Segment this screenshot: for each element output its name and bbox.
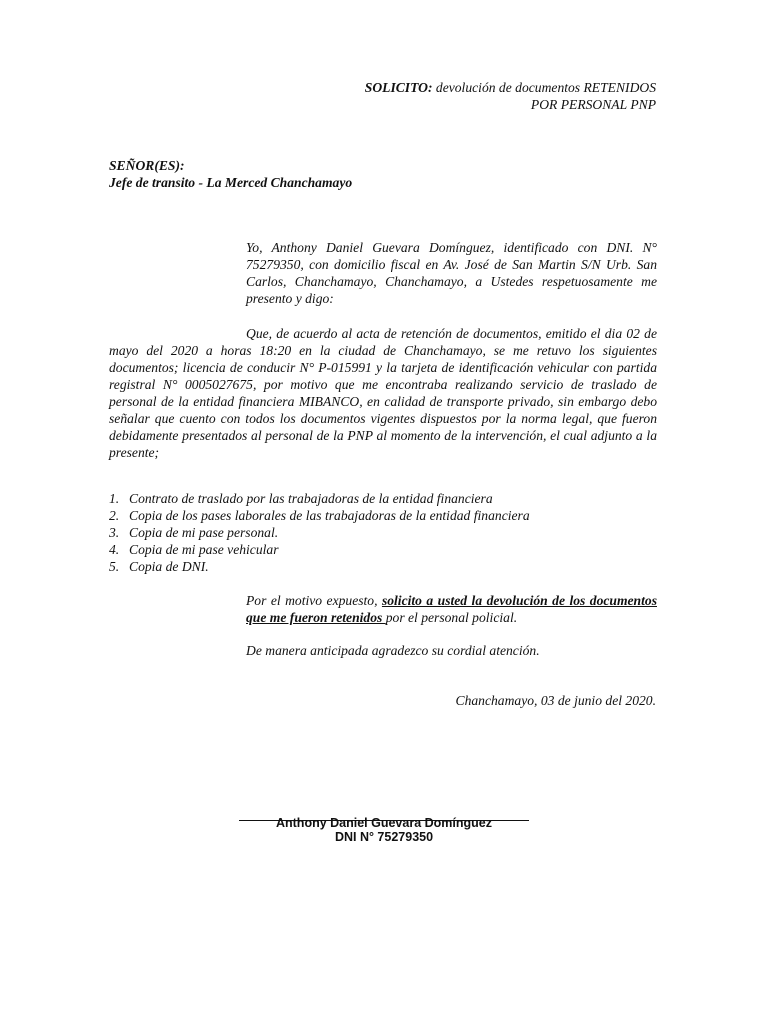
list-item-number: 3. <box>109 525 120 540</box>
list-item <box>109 524 657 541</box>
list-item-text: Copia de mi pase personal. <box>129 525 279 540</box>
recipient-name: Jefe de transito - La Merced Chanchamayo <box>109 175 353 190</box>
request-closing: por el personal policial. <box>385 610 518 625</box>
place-date: Chanchamayo, 03 de junio del 2020. <box>455 693 656 708</box>
request-emphasis: solicito a usted la devolución de los documentos que me fueron retenidos <box>246 593 657 625</box>
list-item <box>109 507 657 524</box>
request-intro: Por el motivo expuesto, <box>246 593 382 608</box>
salutation: SEÑOR(ES): <box>109 158 185 173</box>
signature-line <box>239 820 529 821</box>
thanks-paragraph: De manera anticipada agradezco su cordial atención. <box>246 643 540 658</box>
list-item-number: 4. <box>109 542 120 557</box>
signature-block <box>234 813 534 844</box>
list-item-text: Copia de mi pase vehicular <box>129 542 279 557</box>
documents-list <box>109 490 657 575</box>
list-item-text: Contrato de traslado por las trabajadoras de la entidad financiera <box>129 491 493 506</box>
list-item <box>109 541 657 558</box>
list-item-number: 2. <box>109 508 120 523</box>
request-paragraph <box>246 592 657 626</box>
subject-line-2: POR PERSONAL PNP <box>530 97 656 112</box>
body-paragraph: Que, de acuerdo al acta de retención de documentos, emitido el dia 02 de mayo del 2020 a horas 18:20 en la ciudad de Chanchamayo, se me retuvo los siguientes documentos; licencia de conducir N° P-015991 y la tarjeta de identificación vehicular con partida registral N° 0005027675, por motivo que me encontraba realizando servicio de traslado de personal de la entidad financiera MIBANCO, en calidad de transporte privado, sin embargo debo señalar que cuento con todos los documentos vigentes dispuestos por la norma legal, que fueron debidamente presentados al personal de la PNP al momento de la intervención, el cual adjunto a la presente; <box>109 326 657 460</box>
subject-label: SOLICITO: <box>364 80 433 95</box>
recipient-block <box>109 157 609 191</box>
list-item-number: 1. <box>109 491 120 506</box>
subject-line-1 <box>236 79 656 96</box>
subject-text: devolución de documentos RETENIDOS <box>432 80 656 95</box>
signer-dni: DNI N° 75279350 <box>334 830 434 844</box>
list-item <box>109 490 657 507</box>
signer-name: Anthony Daniel Guevara Domínguez <box>275 816 492 830</box>
list-item-number: 5. <box>109 559 120 574</box>
subject-block <box>236 79 656 113</box>
list-item-text: Copia de DNI. <box>129 559 209 574</box>
list-item-text: Copia de los pases laborales de las trabajadoras de la entidad financiera <box>129 508 530 523</box>
intro-paragraph: Yo, Anthony Daniel Guevara Domínguez, identificado con DNI. N° 75279350, con domicilio fiscal en Av. José de San Martin S/N Urb. San Carlos, Chanchamayo, Chanchamayo, a Ustedes respetuosamente me presento y digo: <box>246 240 657 306</box>
list-item <box>109 558 657 575</box>
